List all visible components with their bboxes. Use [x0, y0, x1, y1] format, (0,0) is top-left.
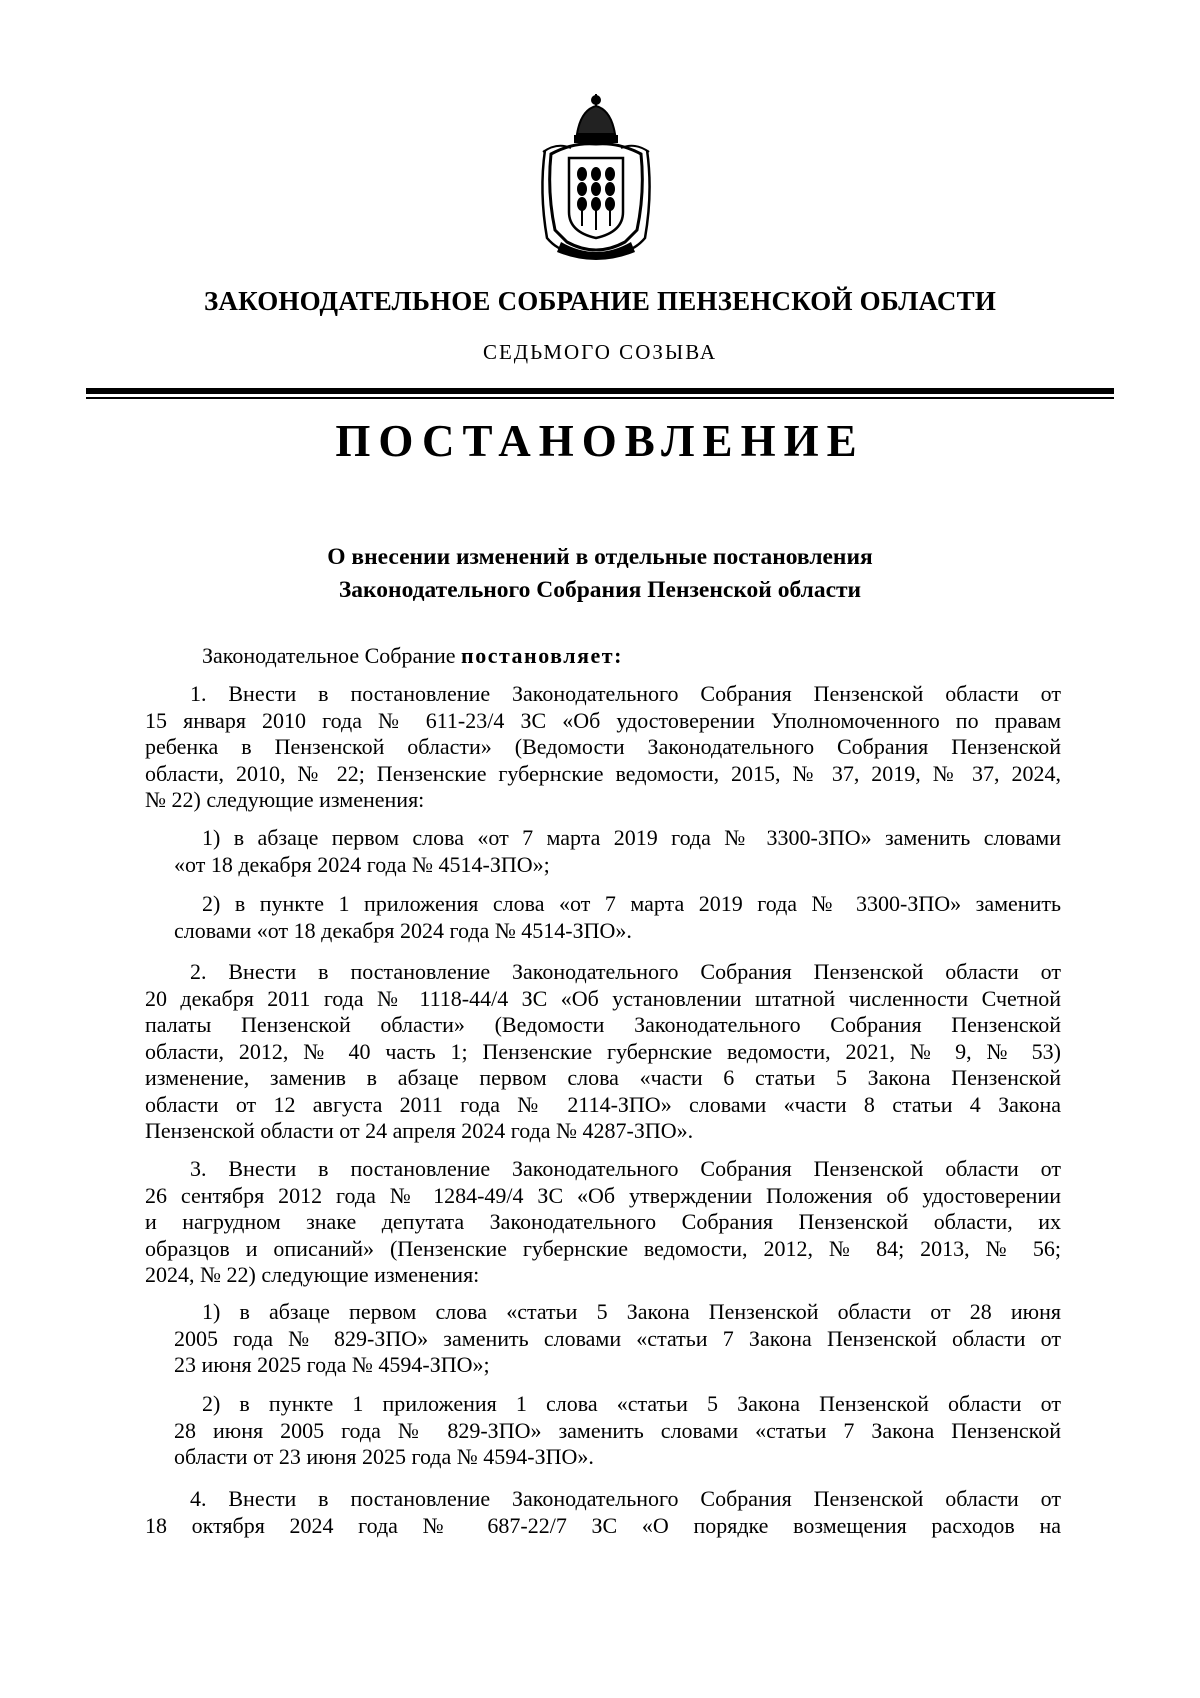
paragraph-3-item-1 — [174, 1299, 1061, 1379]
paragraph-line: 4. Внести в постановление Законодательного Собрания Пензенской области от — [190, 1486, 1061, 1511]
paragraph-line: 15 января 2010 года № 611-23/4 ЗС «Об удостоверении Уполномоченного по правам — [145, 707, 1061, 733]
paragraph-line: 2) в пункте 1 приложения 1 слова «статьи 5 Закона Пензенской области от — [202, 1391, 1061, 1416]
paragraph-line: 1) в абзаце первом слова «от 7 марта 2019 года № 3300-ЗПО» заменить словами — [202, 825, 1061, 850]
paragraph-line: 2024, № 22) следующие изменения: — [145, 1262, 480, 1287]
paragraph-line: 2005 года № 829-ЗПО» заменить словами «статьи 7 Закона Пензенской области от — [174, 1325, 1061, 1351]
paragraph-line: 23 июня 2025 года № 4594-ЗПО»; — [174, 1352, 490, 1377]
paragraph-line: области от 12 августа 2011 года № 2114-ЗПО» словами «части 8 статьи 4 Закона — [145, 1091, 1061, 1117]
penza-oblast-coat-of-arms-icon — [537, 92, 655, 260]
paragraph-1-item-1 — [174, 825, 1061, 878]
paragraph-line: «от 18 декабря 2024 года № 4514-ЗПО»; — [174, 851, 550, 877]
document-type-title: ПОСТАНОВЛЕНИЕ — [335, 416, 865, 466]
paragraph-line: № 22) следующие изменения: — [145, 787, 425, 812]
paragraph-line: области, 2012, № 40 часть 1; Пензенские губернские ведомости, 2021, № 9, № 53) — [145, 1038, 1061, 1064]
paragraph-line: изменение, заменив в абзаце первом слова «части 6 статьи 5 Закона Пензенской — [145, 1065, 1061, 1090]
document-subject — [0, 541, 1200, 607]
header-rule-thin — [86, 397, 1114, 399]
paragraph-1 — [145, 681, 1061, 814]
paragraph-line: 20 декабря 2011 года № 1118-44/4 ЗС «Об установлении штатной численности Счетной — [145, 985, 1061, 1011]
organization-name: ЗАКОНОДАТЕЛЬНОЕ СОБРАНИЕ ПЕНЗЕНСКОЙ ОБЛАСТИ — [203, 286, 997, 316]
paragraph-line: области от 23 июня 2025 года № 4594-ЗПО». — [174, 1444, 594, 1469]
preamble — [202, 643, 623, 669]
paragraph-line: Пензенской области от 24 апреля 2024 года № 4287-ЗПО». — [145, 1118, 694, 1143]
subject-line: Законодательного Собрания Пензенской области — [338, 577, 862, 603]
paragraph-line: 28 июня 2005 года № 829-ЗПО» заменить словами «статьи 7 Закона Пензенской — [174, 1417, 1061, 1443]
paragraph-line: 2. Внести в постановление Законодательного Собрания Пензенской области от — [190, 959, 1061, 984]
paragraph-line: 1. Внести в постановление Законодательного Собрания Пензенской области от — [190, 681, 1061, 706]
paragraph-line: области, 2010, № 22; Пензенские губернские ведомости, 2015, № 37, 2019, № 37, 2024, — [145, 760, 1061, 786]
paragraph-4 — [145, 1486, 1061, 1539]
paragraph-line: 18 октября 2024 года № 687-22/7 ЗС «О порядке возмещения расходов на — [145, 1512, 1061, 1538]
header-rule-thick — [86, 388, 1114, 394]
convocation: СЕДЬМОГО СОЗЫВА — [482, 340, 718, 364]
paragraph-line: словами «от 18 декабря 2024 года № 4514-ЗПО». — [174, 917, 632, 943]
paragraph-line: палаты Пензенской области» (Ведомости Законодательного Собрания Пензенской — [145, 1012, 1061, 1037]
paragraph-line: 3. Внести в постановление Законодательного Собрания Пензенской области от — [190, 1156, 1061, 1181]
paragraph-line: образцов и описаний» (Пензенские губернские ведомости, 2012, № 84; 2013, № 56; — [145, 1235, 1061, 1261]
paragraph-3-item-2 — [174, 1391, 1061, 1471]
paragraph-line: 1) в абзаце первом слова «статьи 5 Закона Пензенской области от 28 июня — [202, 1299, 1061, 1324]
paragraph-3 — [145, 1156, 1061, 1289]
paragraph-line: 26 сентября 2012 года № 1284-49/4 ЗС «Об утверждении Положения об удостоверении — [145, 1182, 1061, 1208]
paragraph-1-item-2 — [174, 891, 1061, 944]
paragraph-2 — [145, 959, 1061, 1145]
paragraph-line: 2) в пункте 1 приложения слова «от 7 марта 2019 года № 3300-ЗПО» заменить — [202, 891, 1061, 916]
paragraph-line: ребенка в Пензенской области» (Ведомости Законодательного Собрания Пензенской — [145, 734, 1061, 759]
subject-line: О внесении изменений в отдельные постановления — [327, 544, 873, 570]
paragraph-line: и нагрудном знаке депутата Законодательного Собрания Пензенской области, их — [145, 1209, 1061, 1234]
preamble-verb: постановляет: — [461, 643, 623, 668]
preamble-text: Законодательное Собрание — [202, 643, 462, 668]
